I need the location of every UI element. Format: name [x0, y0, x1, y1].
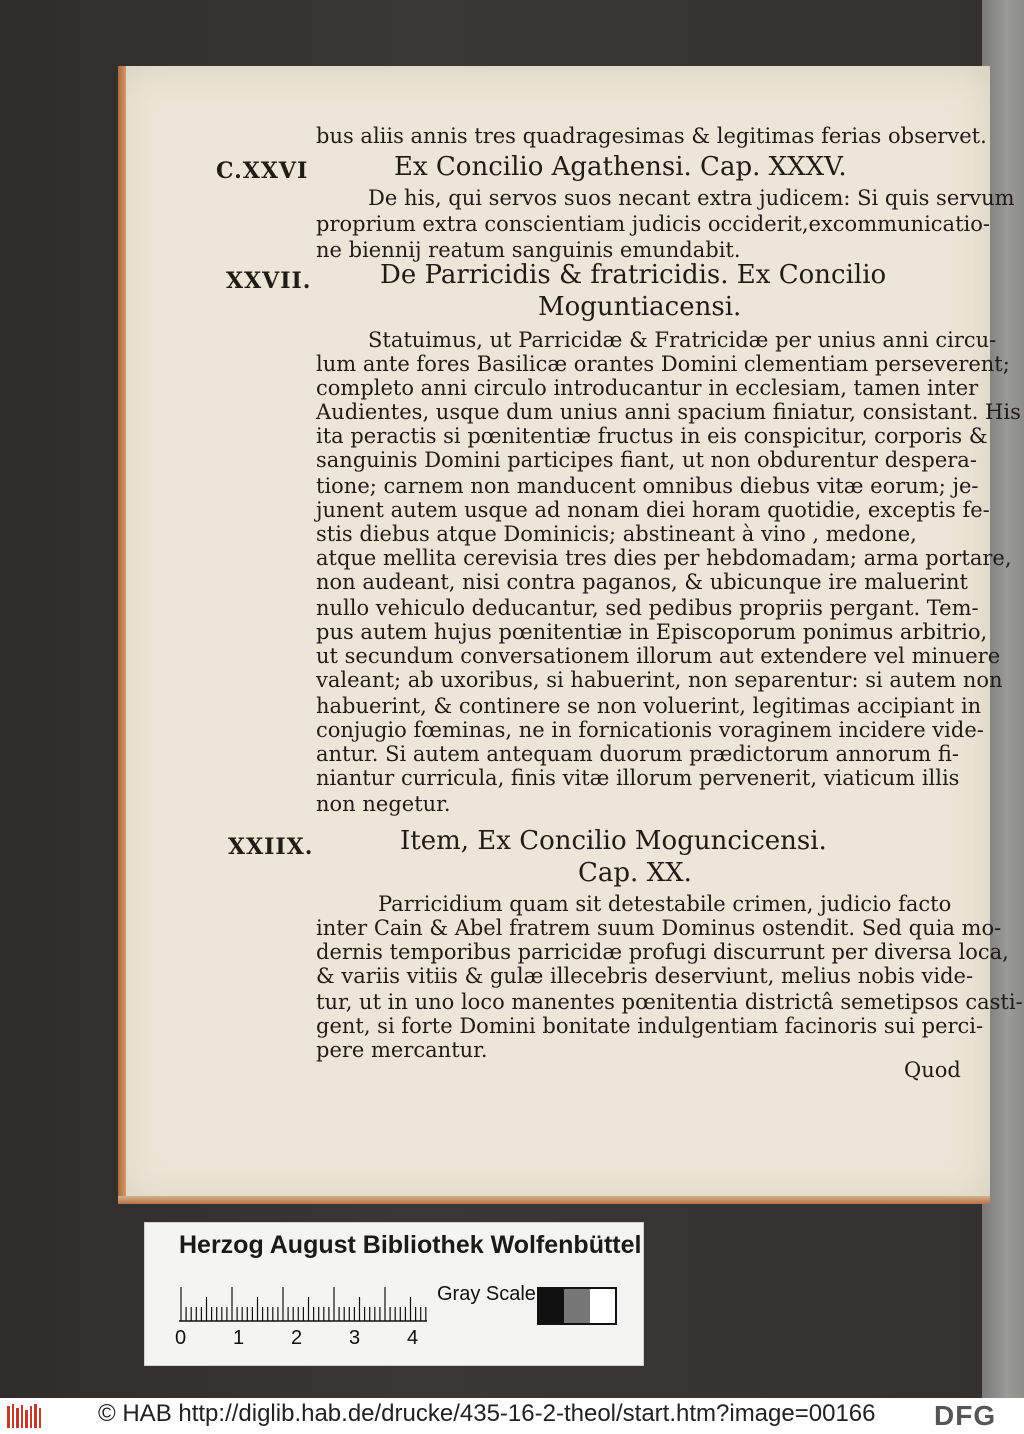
page-line: niantur curricula, finis vitæ illorum pervenerit, viaticum illis — [316, 766, 960, 790]
page-line: ita peractis si pœnitentiæ fructus in eis conspicitur, corporis & — [316, 424, 988, 448]
library-logo-icon — [6, 1402, 46, 1430]
page-line: dernis temporibus parricidæ profugi discurrunt per diversa loca, — [316, 940, 1009, 964]
page-line: Audientes, usque dum unius anni spacium finiatur, consistant. His — [316, 400, 1021, 424]
page-line: proprium extra conscientiam judicis occiderit,excommunicatio- — [316, 212, 990, 236]
page-line: completo anni circulo introducantur in ecclesiam, tamen inter — [316, 376, 979, 400]
page-line: De his, qui servos suos necant extra judicem: Si quis servum — [368, 186, 1015, 210]
dfg-logo: DFG — [934, 1400, 997, 1431]
page-line: gent, si forte Domini bonitate indulgentiam facinoris sui perci- — [316, 1014, 984, 1038]
ruler-label: 4 — [407, 1327, 419, 1349]
page-line: pus autem hujus pœnitentiæ in Episcoporum ponimus arbitrio, — [316, 620, 988, 644]
swatch-black — [539, 1289, 564, 1323]
page-line: junent autem usque ad nonam diei horam quotidie, exceptis fe- — [316, 498, 990, 522]
page-line: stis diebus atque Dominicis; abstineant à vino , medone, — [316, 522, 917, 546]
page-line: valeant; ab uxoribus, si habuerint, non separentur: si autem non — [316, 668, 1003, 692]
page-edge — [118, 66, 126, 1202]
section-heading: Ex Concilio Agathensi. Cap. XXXV. — [394, 152, 847, 182]
ruler-label: 0 — [175, 1327, 187, 1349]
page-line: antur. Si autem antequam duorum prædictorum annorum fi- — [316, 742, 959, 766]
grayscale-swatches — [537, 1287, 617, 1325]
swatch-white — [590, 1289, 615, 1323]
grayscale-label: Gray Scale — [437, 1283, 536, 1305]
section-heading: De Parricidis & fratricidis. Ex Concilio — [380, 260, 887, 290]
card-title: Herzog August Bibliothek Wolfenbüttel — [179, 1231, 642, 1259]
page-line: nullo vehiculo deducantur, sed pedibus propriis pergant. Tem- — [316, 596, 979, 620]
section-heading: Item, Ex Concilio Moguncicensi. — [400, 826, 827, 856]
page-line: habuerint, & continere se non voluerint, legitimas accipiant in — [316, 694, 982, 718]
page-line: conjugio fœminas, ne in fornicationis voraginem incidere vide- — [316, 718, 984, 742]
swatch-gray — [564, 1289, 589, 1323]
page-line: bus aliis annis tres quadragesimas & legitimas ferias observet. — [316, 124, 987, 148]
page-line: non audeant, nisi contra paganos, & ubicunque ire maluerint — [316, 570, 968, 594]
margin-label: XXVII. — [226, 268, 312, 294]
section-heading: Moguntiacensi. — [538, 292, 742, 322]
page-line: lum ante fores Basilicæ orantes Domini clementiam perseverent; — [316, 352, 1010, 376]
ruler-label: 2 — [291, 1327, 303, 1349]
footer-bar — [0, 1398, 1024, 1434]
page-line: ut secundum conversationem illorum aut extendere vel minuere — [316, 644, 1001, 668]
ruler-scale — [179, 1285, 429, 1323]
margin-label: C.XXVI — [216, 158, 309, 184]
reference-card — [144, 1222, 644, 1366]
page-line: Statuimus, ut Parricidæ & Fratricidæ per unius anni circu- — [368, 328, 997, 352]
page-line: & variis vitiis & gulæ illecebris deserviunt, melius nobis vide- — [316, 964, 974, 988]
margin-label: XXIIX. — [228, 834, 314, 860]
page-line: non negetur. — [316, 792, 451, 816]
page-line: tione; carnem non manducent omnibus diebus vitæ eorum; je- — [316, 474, 979, 498]
page-line: inter Cain & Abel fratrem suum Dominus ostendit. Sed quia mo- — [316, 916, 1002, 940]
page-line: sanguinis Domini participes fiant, ut non obdurentur despera- — [316, 448, 977, 472]
footer-citation: © HAB http://diglib.hab.de/drucke/435-16-2-theol/start.htm?image=00166 — [98, 1400, 876, 1427]
page-line: tur, ut in uno loco manentes pœnitentia districtâ semetipsos casti- — [316, 990, 1023, 1014]
ruler-label: 1 — [233, 1327, 245, 1349]
page-edge-bottom — [118, 1196, 990, 1204]
ruler-label: 3 — [349, 1327, 361, 1349]
page-line: Parricidium quam sit detestabile crimen, judicio facto — [378, 892, 952, 916]
catchword: Quod — [904, 1058, 961, 1082]
page-line: atque mellita cerevisia tres dies per hebdomadam; arma portare, — [316, 546, 1012, 570]
page-line: pere mercantur. — [316, 1038, 488, 1062]
page-line: ne biennij reatum sanguinis emundabit. — [316, 238, 741, 262]
section-heading: Cap. XX. — [578, 858, 692, 888]
